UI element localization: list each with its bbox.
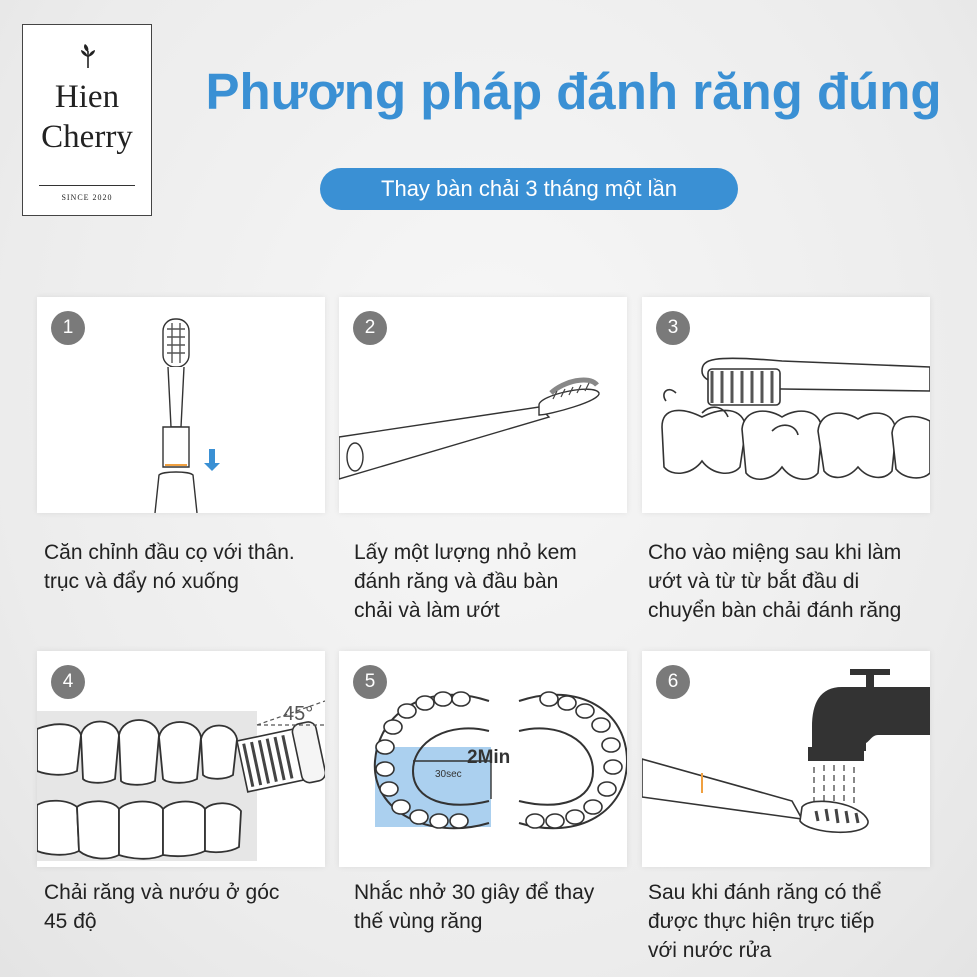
step-number-badge: 4 [51,665,85,699]
subtitle-banner: Thay bàn chải 3 tháng một lần [320,168,738,210]
step-number-badge: 5 [353,665,387,699]
step-caption-4: Chải răng và nướu ở góc 45 độ [44,881,280,933]
step-card-6 [642,651,930,867]
time-label: 2Min [467,747,511,768]
brand-since: SINCE 2020 [61,193,113,202]
step-card-2 [339,297,627,513]
sprig-icon [75,43,101,69]
step-card-3 [642,297,930,513]
step-card-1 [37,297,325,513]
step-caption-1: Căn chỉnh đầu cọ với thân. trục và đẩy nó xuống [44,541,295,593]
step-caption-3: Cho vào miệng sau khi làm ướt và từ từ bắt đầu di chuyển bàn chải đánh răng [648,541,902,622]
step-caption-2: Lấy một lượng nhỏ kem đánh răng và đầu bàn chải và làm ướt [354,541,577,622]
brand-name-line2: Cherry [41,119,133,155]
brand-name-line1: Hien [54,79,120,115]
brand-logo [22,24,152,216]
step-caption-5: Nhắc nhở 30 giây để thay thế vùng răng [354,881,595,933]
step-card-5 [339,651,627,867]
angle-label: 45° [283,703,314,725]
step-number-badge: 1 [51,311,85,345]
step-number-badge: 2 [353,311,387,345]
step-number-badge: 6 [656,665,690,699]
brand-divider [39,185,135,186]
step-caption-6: Sau khi đánh răng có thể được thực hiện trực tiếp với nước rửa [648,881,882,962]
step-number-badge: 3 [656,311,690,345]
page-title: Phương pháp đánh răng đúng [205,63,942,120]
step-card-4 [37,651,325,867]
section-label: 30sec [435,769,462,780]
